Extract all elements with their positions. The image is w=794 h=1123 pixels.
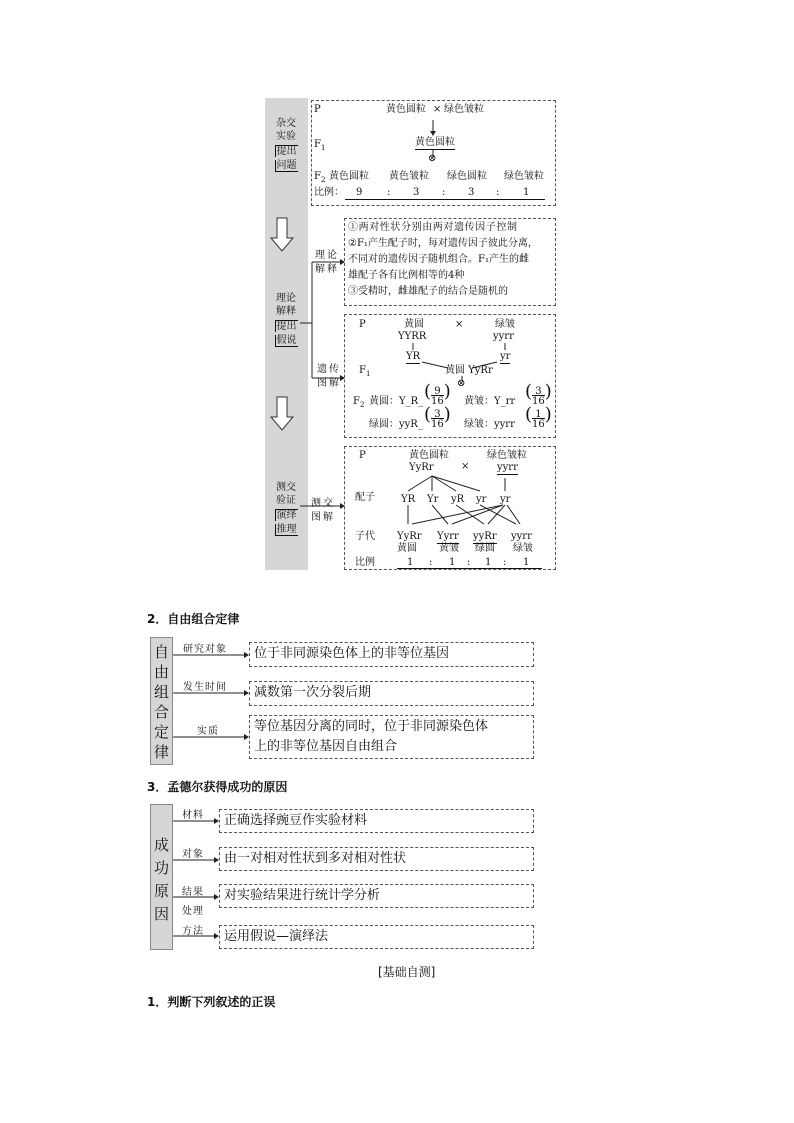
side-char: 自	[153, 643, 169, 661]
stage-bracket-text: 演绎	[276, 510, 297, 521]
f2-class: 绿圆：yyR_	[369, 419, 423, 430]
stage-bracket-text: 提出	[276, 146, 297, 157]
offspring-geno: Yyrr	[437, 531, 459, 542]
stage-bracket-text: 假说	[276, 335, 297, 346]
f2-label: $F_2$	[353, 396, 365, 409]
f1-phenotype: 黄色圆粒	[415, 137, 455, 148]
ratio-value: 1	[523, 187, 530, 198]
side-char: 原	[153, 882, 169, 900]
gamete: YR	[401, 494, 416, 505]
ratio-colon: :	[387, 187, 391, 198]
stage-text: 测交	[276, 482, 296, 493]
f2-phenotype: 黄色圆粒	[329, 171, 369, 182]
stage-bracket-text: 提出	[276, 321, 297, 332]
row-label: 方法	[182, 926, 204, 937]
offspring-geno: YyRr	[397, 531, 422, 542]
gamete: YR	[406, 351, 421, 362]
f2-label: $F_2$	[314, 171, 326, 184]
stage-text: 实验	[276, 131, 296, 142]
section-heading: 2．自由组合定律	[147, 612, 240, 626]
parent2-geno: yyrr	[497, 462, 518, 473]
side-char: 组	[153, 683, 169, 701]
p-label: P	[359, 319, 366, 330]
ratio-value: 3	[413, 187, 420, 198]
cross-symbol: ×	[455, 319, 464, 330]
parent2-pheno: 绿色皱粒	[487, 450, 527, 461]
law-row-time: 减数第一次分裂后期	[249, 681, 534, 706]
f2-class: 黄皱：Y_rr	[464, 396, 516, 407]
stage-text: 杂交	[276, 118, 296, 129]
law-row-object: 位于非同源染色体上的非等位基因	[249, 642, 534, 667]
ratio-value: 9	[356, 187, 363, 198]
offspring-pheno: 黄皱	[439, 543, 459, 554]
parent1-pheno: 黄圆	[404, 319, 424, 330]
row-label: 对象	[182, 849, 204, 860]
ratio-value: 1	[523, 557, 530, 568]
gamete: yR	[451, 494, 465, 505]
ratio-label: 比例：	[314, 187, 344, 198]
testcross-label: 图解	[311, 512, 335, 523]
offspring-pheno: 绿皱	[513, 543, 533, 554]
row-label: 处理	[182, 906, 204, 917]
f2-phenotype: 绿色皱粒	[504, 171, 544, 182]
offspring-label: 子代	[355, 531, 375, 542]
question-heading: 1．判断下列叙述的正误	[147, 995, 276, 1009]
f2-class: 黄圆：Y_R_	[369, 396, 424, 407]
p-label: P	[314, 104, 321, 115]
offspring-pheno: 黄圆	[397, 543, 417, 554]
stage-text: 验证	[276, 495, 296, 506]
ratio-colon: :	[503, 557, 507, 568]
stage-text: 解释	[276, 306, 296, 317]
parent2: 绿色皱粒	[444, 104, 484, 115]
stage-bracket-text: 推理	[276, 524, 297, 535]
section-heading: 3．孟德尔获得成功的原因	[147, 780, 288, 794]
row-label: 结果	[182, 887, 204, 898]
row-label: 研究对象	[183, 644, 227, 655]
gamete: yr	[500, 494, 511, 505]
ratio-label: 比例	[355, 557, 375, 568]
fraction: $(\frac{1}{16})$	[525, 404, 552, 430]
f1-label: $F_1$	[314, 139, 326, 152]
theory-line: ②F₁产生配子时，每对遗传因子彼此分离，	[348, 238, 538, 249]
offspring-geno: yyrr	[511, 531, 532, 542]
ratio-value: 1	[407, 557, 414, 568]
row-label: 发生时间	[183, 682, 227, 693]
side-char: 律	[153, 743, 169, 761]
genetic-label: 图解	[317, 378, 341, 389]
ratio-colon: :	[467, 557, 471, 568]
fraction: $(\frac{3}{16})$	[424, 404, 451, 430]
ratio-value: 3	[468, 187, 475, 198]
row-label: 材料	[182, 810, 204, 821]
ratio-colon: :	[442, 187, 446, 198]
side-char: 合	[153, 703, 169, 721]
theory-line: ①两对性状分别由两对遗传因子控制	[348, 222, 518, 233]
theory-line: 雄配子各有比例相等的4种	[348, 270, 465, 281]
ratio-colon: :	[496, 187, 500, 198]
f1-text: 黄圆 YyRr	[445, 365, 493, 376]
gamete: Yr	[427, 494, 439, 505]
fraction: $(\frac{3}{16})$	[525, 381, 552, 407]
parent1-geno: YyRr	[409, 462, 434, 473]
success-row-object: 由一对相对性状到多对相对性状	[219, 847, 534, 871]
parent1-geno: YYRR	[398, 331, 427, 342]
success-row-material: 正确选择豌豆作实验材料	[219, 809, 534, 833]
side-char: 功	[153, 859, 169, 877]
offspring-pheno: 绿圆	[475, 543, 495, 554]
f2-phenotype: 绿色圆粒	[447, 171, 487, 182]
offspring-geno: yyRr	[473, 531, 497, 542]
theory-label: 理论	[315, 250, 339, 261]
f2-phenotype: 黄色皱粒	[389, 171, 429, 182]
row-text: 上的非等位基因自由组合	[254, 739, 398, 754]
gamete: yr	[500, 351, 511, 362]
ratio-colon: :	[429, 557, 433, 568]
selfing-symbol: ⊗	[457, 378, 466, 389]
parent2-geno: yyrr	[493, 331, 514, 342]
f2-class: 绿皱：yyrr	[464, 419, 515, 430]
row-label: 实质	[197, 726, 219, 737]
ratio-value: 1	[449, 557, 456, 568]
theory-line: 不同对的遗传因子随机组合。F₁产生的雌	[348, 254, 529, 265]
side-char: 由	[153, 663, 169, 681]
cross-symbol: ×	[433, 104, 442, 115]
parent2-pheno: 绿皱	[495, 319, 515, 330]
testcross-label: 测交	[311, 498, 335, 509]
gamete: yr	[476, 494, 487, 505]
stage-text: 理论	[276, 293, 296, 304]
test-heading: [基础自测]	[378, 965, 436, 979]
gamete-label: 配子	[355, 492, 375, 503]
success-row-result: 对实验结果进行统计学分析	[219, 884, 534, 908]
stage-bracket-text: 问题	[276, 160, 297, 171]
selfing-symbol: ⊗	[428, 153, 437, 164]
side-char: 因	[153, 905, 169, 923]
parent1: 黄色圆粒	[386, 104, 426, 115]
row-text: 等位基因分离的同时，位于非同源染色体	[254, 719, 489, 734]
parent1-pheno: 黄色圆粒	[409, 450, 449, 461]
side-char: 成	[153, 836, 169, 854]
theory-label: 解释	[315, 264, 339, 275]
side-char: 定	[153, 723, 169, 741]
cross-symbol: ×	[461, 461, 470, 472]
p-label: P	[359, 450, 366, 461]
genetic-label: 遗传	[317, 364, 341, 375]
fraction: $(\frac{9}{16})$	[424, 381, 451, 407]
success-row-method: 运用假说—演绎法	[219, 925, 534, 949]
f1-label: $F_1$	[359, 365, 371, 378]
theory-line: ③受精时，雌雄配子的结合是随机的	[348, 286, 508, 297]
ratio-value: 1	[485, 557, 492, 568]
